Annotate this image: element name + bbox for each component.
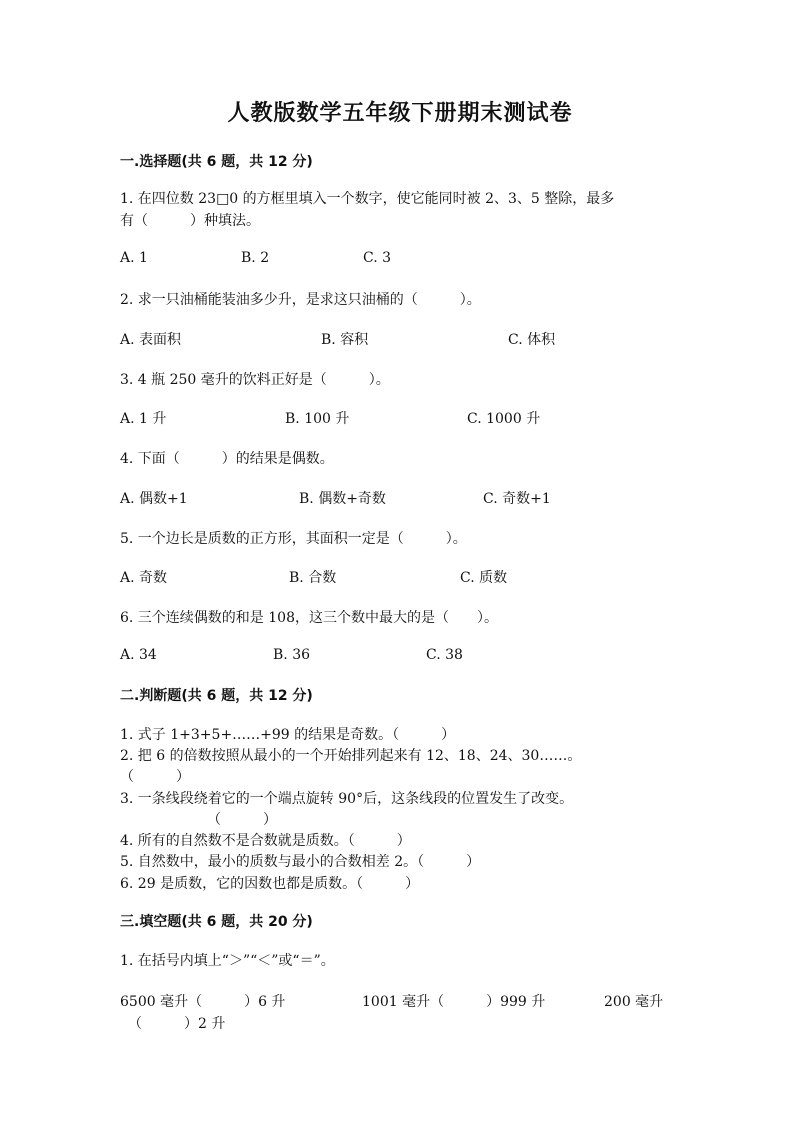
judgement-4: 4. 所有的自然数不是合数就是质数。（ ） [120, 833, 411, 849]
judgement-2: 2. 把 6 的倍数按照从最小的一个开始排列起来有 12、18、24、30……。 [120, 748, 582, 764]
question-5-option-b: B. 合数 [289, 570, 337, 586]
question-4-line1: 4. 下面（ ）的结果是偶数。 [120, 451, 334, 467]
judgement-6: 6. 29 是质数，它的因数也都是质数。（ ） [120, 876, 420, 892]
question-6-line1: 6. 三个连续偶数的和是 108，这三个数中最大的是（ ）。 [120, 610, 498, 626]
question-3-line1: 3. 4 瓶 250 毫升的饮料正好是（ ）。 [120, 372, 390, 388]
question-3-option-b: B. 100 升 [285, 411, 350, 427]
compare-item-3: 200 毫升 [604, 994, 664, 1010]
section-heading-judgement: 二.判断题(共 6 题，共 12 分) [120, 688, 313, 704]
question-5-option-c: C. 质数 [460, 570, 508, 586]
question-2-line1: 2. 求一只油桶能装油多少升，是求这只油桶的（ ）。 [120, 292, 481, 308]
compare-item-2: 1001 毫升（ ）999 升 [362, 994, 546, 1010]
question-4-option-b: B. 偶数+奇数 [299, 491, 386, 507]
fill-question-1: 1. 在括号内填上“＞”“＜”或“＝”。 [120, 953, 335, 969]
question-5-option-a: A. 奇数 [120, 570, 168, 586]
question-6-option-b: B. 36 [273, 647, 311, 663]
judgement-3-bracket: （ ） [207, 812, 277, 828]
question-1-line1: 1. 在四位数 23□0 的方框里填入一个数字，使它能同时被 2、3、5 整除，最多 [120, 191, 615, 207]
question-3-option-a: A. 1 升 [120, 411, 167, 427]
question-3-option-c: C. 1000 升 [467, 411, 541, 427]
question-5-line1: 5. 一个边长是质数的正方形，其面积一定是（ ）。 [120, 531, 467, 547]
section-heading-choice: 一.选择题(共 6 题，共 12 分) [120, 154, 313, 170]
question-2-option-a: A. 表面积 [120, 332, 182, 348]
judgement-1: 1. 式子 1+3+5+……+99 的结果是奇数。（ ） [120, 727, 456, 743]
judgement-5: 5. 自然数中，最小的质数与最小的合数相差 2。（ ） [120, 854, 481, 870]
question-6-option-a: A. 34 [120, 647, 157, 663]
page-title: 人教版数学五年级下册期末测试卷 [227, 101, 573, 126]
judgement-2-bracket: （ ） [120, 769, 190, 785]
judgement-3: 3. 一条线段绕着它的一个端点旋转 90°后，这条线段的位置发生了改变。 [120, 791, 574, 807]
question-1-option-c: C. 3 [363, 250, 392, 266]
question-2-option-b: B. 容积 [321, 332, 369, 348]
question-6-option-c: C. 38 [426, 647, 463, 663]
question-1-line2: 有（ ）种填法。 [120, 213, 260, 229]
compare-item-1: 6500 毫升（ ）6 升 [120, 994, 286, 1010]
compare-item-3-continued: （ ）2 升 [128, 1016, 226, 1032]
section-heading-fill-in: 三.填空题(共 6 题，共 20 分) [120, 914, 313, 930]
question-4-option-c: C. 奇数+1 [483, 491, 551, 507]
question-4-option-a: A. 偶数+1 [120, 491, 188, 507]
question-2-option-c: C. 体积 [508, 332, 556, 348]
question-1-option-b: B. 2 [241, 250, 270, 266]
question-1-option-a: A. 1 [120, 250, 148, 266]
